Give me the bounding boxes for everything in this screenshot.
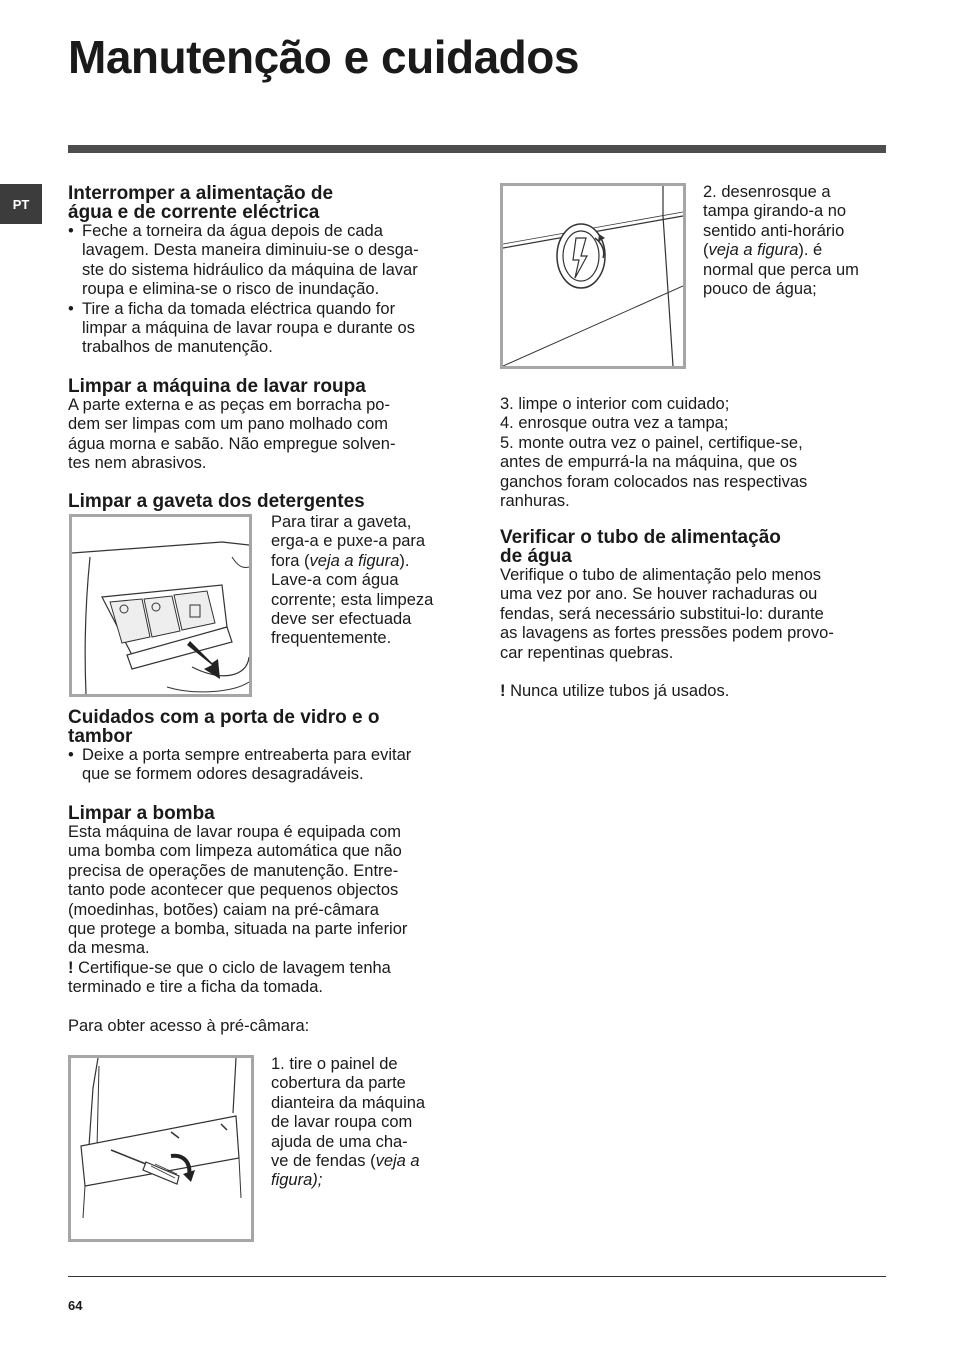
bullet-plug: • Tire a ficha da tomada eléctrica quando for limpar a máquina de lavar roupa e durante os trabalhos de manutenção. bbox=[68, 300, 468, 358]
drawer-text: Para tirar a gaveta, erga-a e puxe-a para fora (veja a figura). Lave-a com água corrente; esta limpeza deve ser efectuada frequentemente. bbox=[271, 513, 434, 648]
warning-mark: ! bbox=[68, 958, 74, 977]
heading-pump: Limpar a bomba bbox=[68, 803, 215, 824]
drawer-illustration bbox=[72, 517, 249, 694]
hose-warning: ! Nunca utilize tubos já usados. bbox=[500, 682, 730, 701]
bullet-door: • Deixe a porta sempre entreaberta para evitar que se formem odores desagradáveis. bbox=[68, 746, 468, 785]
section-pump bbox=[68, 804, 468, 1036]
section-door bbox=[68, 708, 468, 785]
cap-illustration bbox=[503, 186, 683, 366]
access-text: Para obter acesso à pré-câmara: bbox=[68, 1016, 310, 1035]
step2-text: 2. desenrosque a tampa girando-a no sentido anti-horário (veja a figura). é normal que perca um pouco de água; bbox=[703, 183, 859, 299]
step1-text: 1. tire o painel de cobertura da parte dianteira da máquina de lavar roupa com ajuda de uma cha- ve de fendas (veja a figura); bbox=[271, 1055, 426, 1190]
section-hose bbox=[500, 528, 890, 701]
panel-illustration bbox=[71, 1058, 251, 1239]
heading-door: Cuidados com a porta de vidro e o tambor bbox=[68, 707, 380, 747]
page-number: 64 bbox=[68, 1298, 83, 1313]
footer-rule bbox=[68, 1276, 886, 1277]
steps-3-5: 3. limpe o interior com cuidado; 4. enrosque outra vez a tampa; 5. monte outra vez o painel, certifique-se, antes de empurrá-la na máquina, que os ganchos foram colocados nas respectivas ranhuras. bbox=[500, 395, 808, 511]
header-rule bbox=[68, 145, 886, 153]
language-tab: PT bbox=[0, 184, 42, 224]
heading-clean-machine: Limpar a máquina de lavar roupa bbox=[68, 376, 366, 397]
bullet-tap: • Feche a torneira da água depois de cada lavagem. Desta maneira diminuiu-se o desga- ste do sistema hidráulico da máquina de lavar roupa e elimina-se o risco de inundação. bbox=[68, 222, 468, 300]
drawer-figure bbox=[69, 514, 252, 697]
pump-text: Esta máquina de lavar roupa é equipada com uma bomba com limpeza automática que não precisa de operações de manutenção. Entre- tanto pode acontecer que pequenos objectos (moedinhas, botões) caiam na pré-câmara que protege a bomba, situada na parte inferior da mesma. ! Certifique-se que o ciclo de lavagem tenha terminado e tire a ficha da tomada. bbox=[68, 823, 408, 997]
hose-text: Verifique o tubo de alimentação pelo menos uma vez por ano. Se houver rachaduras ou fendas, será necessário substitui-lo: durante as lavagens as fortes pressões podem provo- car repentinas quebras. bbox=[500, 566, 834, 662]
page-title: Manutenção e cuidados bbox=[68, 31, 579, 83]
warning-mark: ! bbox=[500, 682, 506, 701]
heading-water-power: Interromper a alimentação de água e de corrente eléctrica bbox=[68, 183, 334, 223]
section-clean-machine bbox=[68, 377, 468, 474]
clean-machine-text: A parte externa e as peças em borracha po- dem ser limpas com um pano molhado com água morna e sabão. Não empregue solven- tes nem abrasivos. bbox=[68, 396, 396, 473]
section-drawer bbox=[68, 492, 468, 511]
heading-hose: Verificar o tubo de alimentação de água bbox=[500, 527, 781, 567]
heading-drawer: Limpar a gaveta dos detergentes bbox=[68, 491, 365, 512]
section-water-power bbox=[68, 184, 468, 358]
pump-panel-figure bbox=[68, 1055, 254, 1242]
pump-cap-figure bbox=[500, 183, 686, 369]
